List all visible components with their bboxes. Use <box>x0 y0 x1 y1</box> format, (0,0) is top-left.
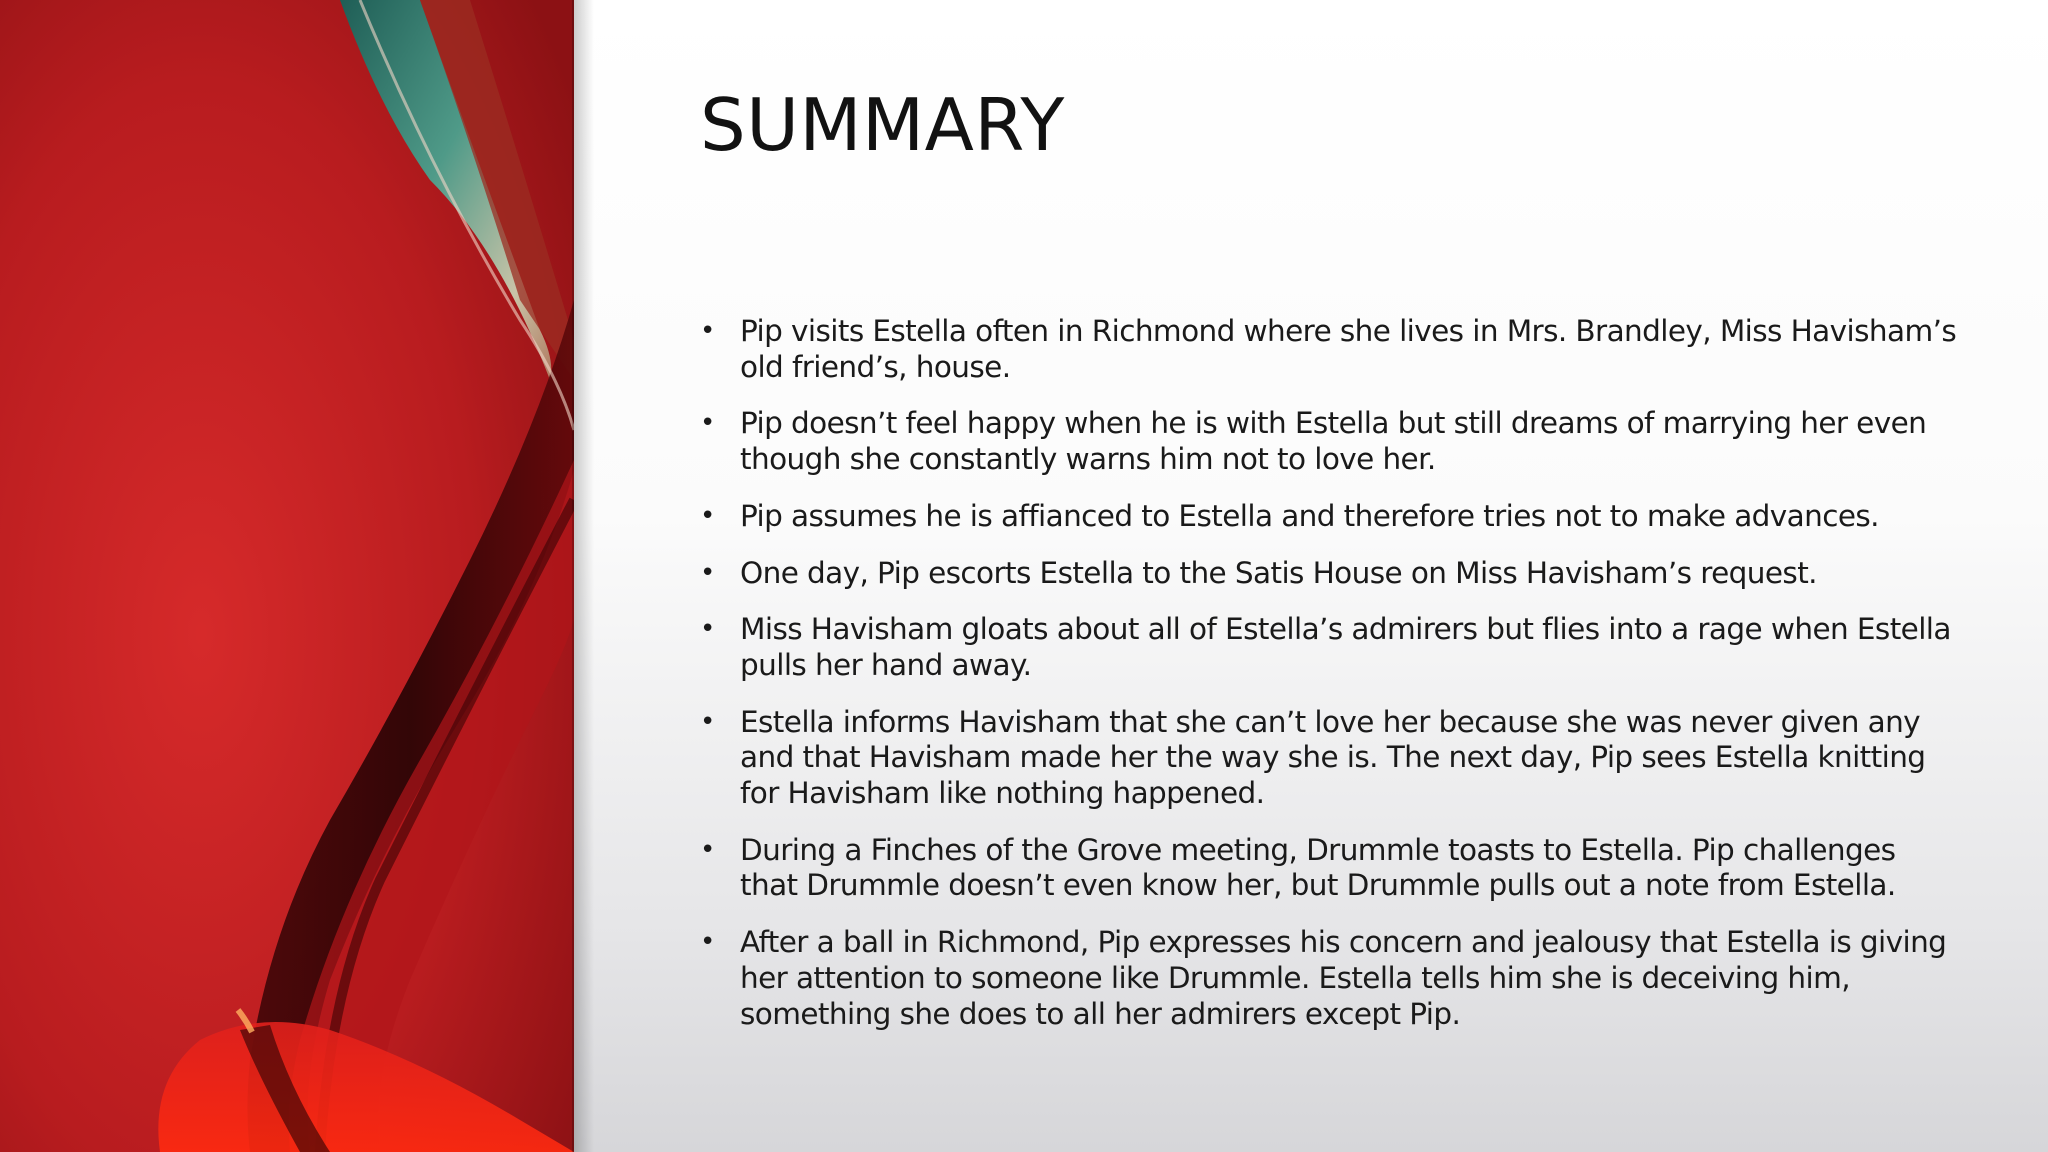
bullet-item <box>700 833 1960 904</box>
bullet-icon: • <box>700 834 715 865</box>
bullet-item <box>700 612 1960 683</box>
bullet-icon: • <box>700 927 715 958</box>
bullet-text: After a ball in Richmond, Pip expresses his concern and jealousy that Estella is giving her attention to someone like Drummle. Estella tells him she is deceiving him, something she does to all her admirers except Pip. <box>740 925 1947 1031</box>
bullet-item <box>700 406 1960 477</box>
red-ribbon-artwork <box>0 0 574 1152</box>
bullet-icon: • <box>700 316 715 346</box>
bullet-list <box>700 314 1960 1032</box>
slide-title: SUMMARY <box>700 83 1065 167</box>
bullet-item <box>700 925 1960 1032</box>
bullet-icon: • <box>700 500 715 531</box>
bullet-item <box>700 705 1960 812</box>
bullet-text: Pip assumes he is affianced to Estella and therefore tries not to make advances. <box>740 498 1879 533</box>
decorative-art-panel <box>0 0 574 1152</box>
bullet-text: One day, Pip escorts Estella to the Satis House on Miss Havisham’s request. <box>740 555 1817 590</box>
bullet-text: Estella informs Havisham that she can’t love her because she was never given any and that Havisham made her the way she is. The next day, Pip sees Estella knitting for Havisham like nothing happened. <box>740 704 1926 811</box>
bullet-item <box>700 499 1960 535</box>
bullet-item <box>700 314 1960 385</box>
bullet-text: Pip visits Estella often in Richmond where she lives in Mrs. Brandley, Miss Havisham’s old friend’s, house. <box>740 314 1957 384</box>
panel-shadow <box>572 0 594 1152</box>
bullet-icon: • <box>700 408 715 439</box>
bullet-item <box>700 556 1960 592</box>
bullet-icon: • <box>700 706 715 737</box>
bullet-text: Miss Havisham gloats about all of Estella’s admirers but flies into a rage when Estella pulls her hand away. <box>740 612 1951 682</box>
bullet-text: During a Finches of the Grove meeting, Drummle toasts to Estella. Pip challenges that Drummle doesn’t even know her, but Drummle pulls out a note from Estella. <box>740 832 1896 903</box>
bullet-icon: • <box>700 557 715 588</box>
bullet-text: Pip doesn’t feel happy when he is with Estella but still dreams of marrying her even though she constantly warns him not to love her. <box>740 406 1927 477</box>
bullet-icon: • <box>700 614 715 645</box>
slide-content <box>700 70 1960 1053</box>
